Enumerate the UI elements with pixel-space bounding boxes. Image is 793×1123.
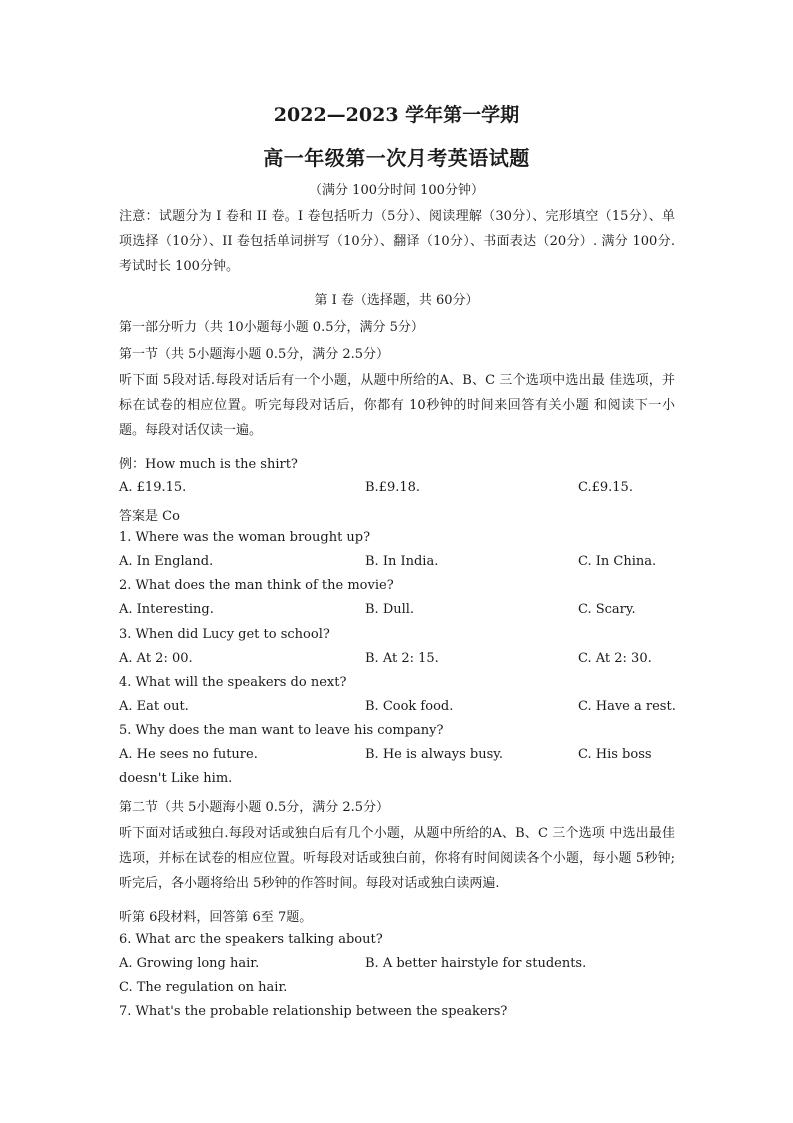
q6-option-a: A. Growing long hair. [119, 956, 260, 971]
q4-option-a: A. Eat out. [119, 699, 189, 714]
section2-heading: 第二节（共 5小题海小题 0.5分，满分 2.5分） [119, 800, 390, 815]
question-4: 4. What will the speakers do next? [119, 675, 347, 690]
example-answer: 答案是 Co [119, 509, 180, 524]
q1-option-a: A. In England. [119, 554, 214, 569]
part1-heading: 第一部分听力（共 10小题每小题 0.5分，满分 5分） [119, 320, 424, 335]
example-question: 例：How much is the shirt? [119, 457, 298, 472]
q1-option-c: C. In China. [578, 554, 657, 569]
q3-option-b: B. At 2: 15. [365, 651, 439, 666]
q5-option-c: C. His boss [578, 747, 652, 762]
notice-paragraph: 注意：试题分为 I 卷和 II 卷。I 卷包括听力（5分）、阅读理解（30分）、完形填空（15分）、单项选择（10分）、II 卷包括单词拼写（10分）、翻译（10分）、书面表达（20分）. 满分 100分.考试时长 100分钟。 [119, 209, 675, 274]
q5-option-a: A. He sees no future. [119, 747, 258, 762]
q4-option-b: B. Cook food. [365, 699, 454, 714]
q1-option-b: B. In India. [365, 554, 439, 569]
q2-option-c: C. Scary. [578, 602, 636, 617]
q2-option-a: A. Interesting. [119, 602, 214, 617]
question-7: 7. What's the probable relationship between the speakers? [119, 1004, 508, 1019]
q3-option-c: C. At 2: 30. [578, 651, 652, 666]
example-option-c: C.£9.15. [578, 480, 633, 495]
q4-option-c: C. Have a rest. [578, 699, 676, 714]
volume-heading: 第 I 卷（选择题，共 60分） [314, 293, 479, 308]
question-3: 3. When did Lucy get to school? [119, 627, 330, 642]
section2-instructions: 听下面对话或独白.每段对话或独白后有几个小题，从题中所给的A、B、C 三个选项 中选出最佳选项，并标在试卷的相应位置。听每段对话或独白前，你将有时间阅读各个小题，每小题 5秒钟;听完后，各小题将给出 5秒钟的作答时间。每段对话或独白读两遍. [119, 826, 675, 891]
q3-option-a: A. At 2: 00. [119, 651, 193, 666]
q5-option-b: B. He is always busy. [365, 747, 503, 762]
question-6: 6. What arc the speakers talking about? [119, 932, 383, 947]
exam-subtitle: （满分 100分时间 100分钟） [309, 183, 484, 198]
q2-option-b: B. Dull. [365, 602, 415, 617]
q5-option-c-continued: doesn't Like him. [119, 771, 233, 786]
example-option-a: A. £19.15. [119, 480, 187, 495]
section1-heading: 第一节（共 5小题海小题 0.5分，满分 2.5分） [119, 347, 390, 362]
question-1: 1. Where was the woman brought up? [119, 530, 371, 545]
material-6-note: 听第 6段材料，回答第 6至 7题。 [119, 910, 313, 925]
question-2: 2. What does the man think of the movie? [119, 578, 394, 593]
exam-title: 高一年级第一次月考英语试题 [263, 146, 530, 170]
question-5: 5. Why does the man want to leave his company? [119, 723, 444, 738]
section1-instructions: 听下面 5段对话.每段对话后有一个小题，从题中所给的A、B、C 三个选项中选出最 佳选项，并标在试卷的相应位置。听完每段对话后，你都有 10秒钟的时间来回答有关小题 和阅读下一小题。每段对话仅读一遍。 [119, 373, 675, 438]
q6-option-c: C. The regulation on hair. [119, 980, 288, 995]
q6-option-b: B. A better hairstyle for students. [365, 956, 587, 971]
exam-year: 2022—2023 学年第一学期 [273, 104, 520, 126]
example-option-b: B.£9.18. [365, 480, 421, 495]
